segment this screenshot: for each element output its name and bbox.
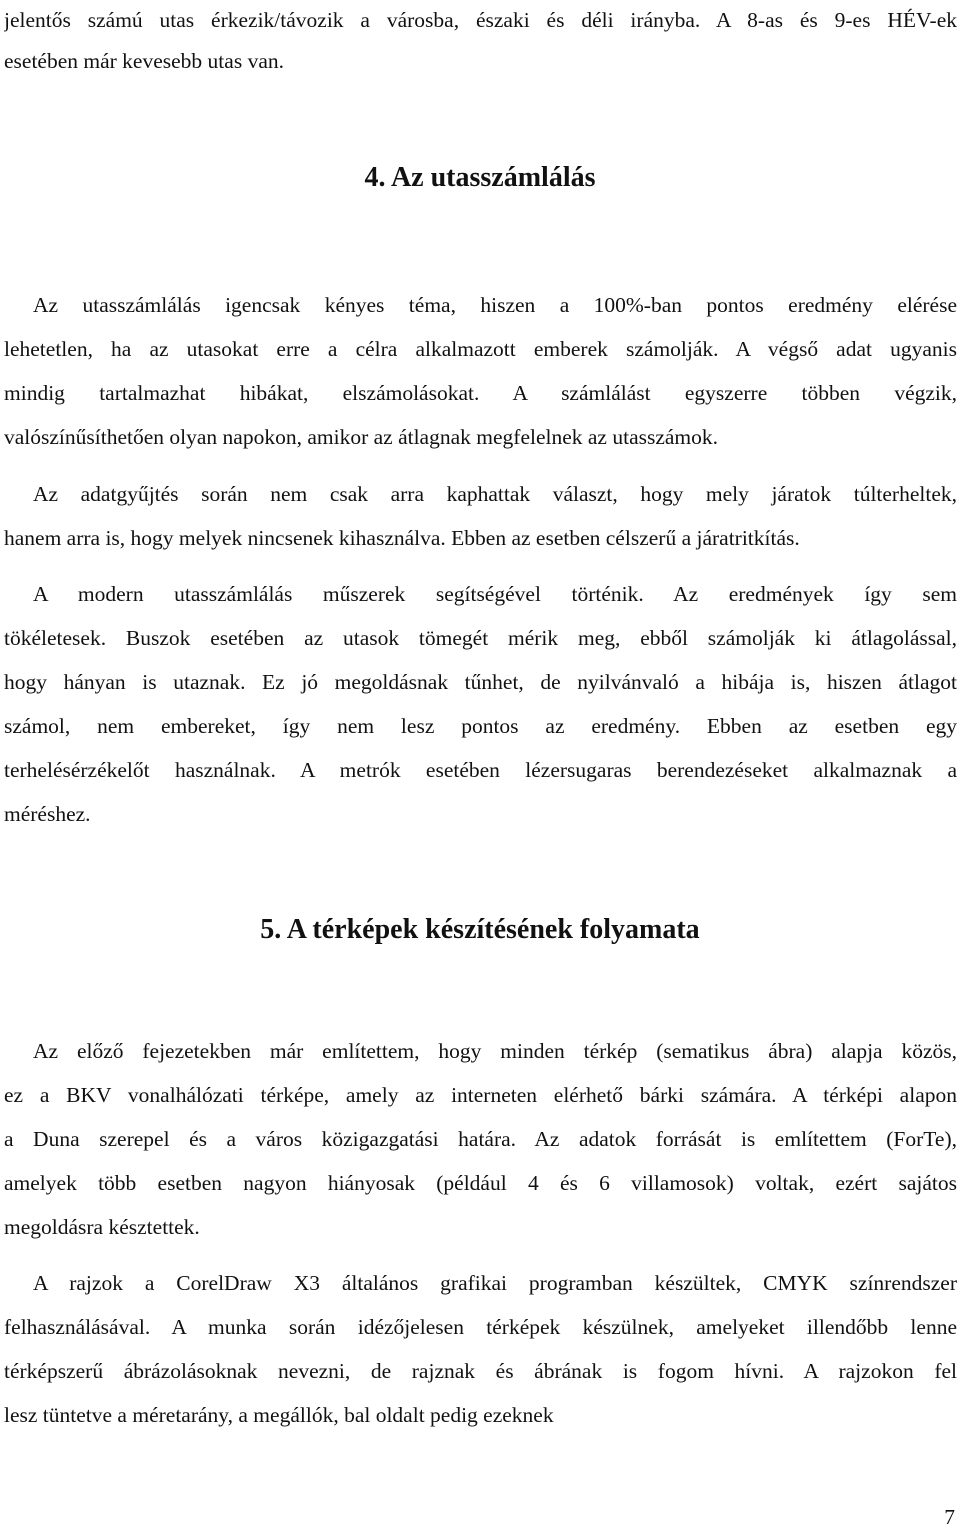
text-line: ez a BKV vonalhálózati térképe, amely az interneten elérhető bárki számára. A térképi alapon: [4, 1083, 957, 1107]
text-line: valószínűsíthetően olyan napokon, amikor az átlagnak megfelelnek az utasszámok.: [4, 425, 719, 449]
text-line: tökéletesek. Buszok esetében az utasok tömegét mérik meg, ebből számolják ki átlagolással,: [4, 626, 957, 650]
text-line: Az adatgyűjtés során nem csak arra kaphattak választ, hogy mely járatok túlterheltek,: [33, 482, 957, 506]
text-line: Az utasszámlálás igencsak kényes téma, hiszen a 100%-ban pontos eredmény elérése: [33, 293, 957, 317]
text-line: A rajzok a CorelDraw X3 általános grafikai programban készültek, CMYK színrendszer: [33, 1271, 957, 1295]
text-line: esetében már kevesebb utas van.: [4, 49, 284, 73]
text-line: terhelésérzékelőt használnak. A metrók esetében lézersugaras berendezéseket alkalmaznak a: [4, 758, 957, 782]
text-line: lesz tüntetve a méretarány, a megállók, bal oldalt pedig ezeknek: [4, 1403, 554, 1427]
text-line: méréshez.: [4, 802, 91, 826]
page-number: 7: [944, 1505, 955, 1529]
text-line: mindig tartalmazhat hibákat, elszámolásokat. A számlálást egyszerre többen végzik,: [4, 381, 957, 405]
text-line: amelyek több esetben nagyon hiányosak (például 4 és 6 villamosok) voltak, ezért sajátos: [4, 1171, 957, 1195]
text-line: lehetetlen, ha az utasokat erre a célra alkalmazott emberek számolják. A végső adat ugyanis: [4, 337, 957, 361]
text-line: hanem arra is, hogy melyek nincsenek kihasználva. Ebben az esetben célszerű a járatritkítás.: [4, 526, 800, 550]
text-line: A modern utasszámlálás műszerek segítségével történik. Az eredmények így sem: [33, 582, 957, 606]
text-line: számol, nem embereket, így nem lesz pontos az eredmény. Ebben az esetben egy: [4, 714, 957, 738]
text-line: jelentős számú utas érkezik/távozik a városba, északi és déli irányba. A 8-as és 9-es HÉV-ek: [4, 8, 957, 32]
section-heading-4: 4. Az utasszámlálás: [364, 162, 596, 193]
text-line: térképszerű ábrázolásoknak nevezni, de rajznak és ábrának is fogom hívni. A rajzokon fel: [4, 1359, 957, 1383]
text-line: hogy hányan is utaznak. Ez jó megoldásnak tűnhet, de nyilvánvaló a hibája is, hiszen átlagot: [4, 670, 957, 694]
section-heading-5: 5. A térképek készítésének folyamata: [260, 914, 700, 945]
text-line: Az előző fejezetekben már említettem, hogy minden térkép (sematikus ábra) alapja közös,: [33, 1039, 957, 1063]
text-line: a Duna szerepel és a város közigazgatási határa. Az adatok forrását is említettem (ForTe),: [4, 1127, 957, 1151]
text-line: felhasználásával. A munka során idézőjelesen térképek készülnek, amelyeket illendőbb lenne: [4, 1315, 957, 1339]
text-line: megoldásra késztettek.: [4, 1215, 200, 1239]
